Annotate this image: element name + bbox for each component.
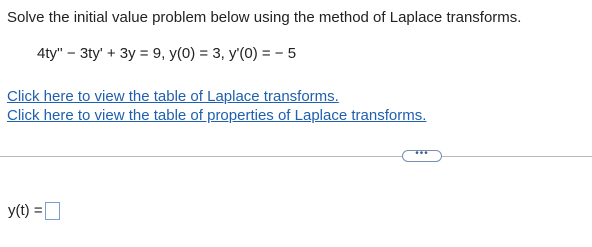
- answer-row: [8, 202, 60, 220]
- laplace-table-link[interactable]: Click here to view the table of Laplace transforms.: [7, 88, 339, 105]
- reference-links: [7, 87, 426, 125]
- section-divider: [0, 156, 592, 157]
- laplace-properties-link[interactable]: Click here to view the table of properties of Laplace transforms.: [7, 107, 427, 124]
- expand-more-button[interactable]: [402, 150, 442, 162]
- answer-input[interactable]: [45, 202, 60, 220]
- ellipsis-icon: •••: [415, 148, 429, 159]
- problem-equation: 4ty'' − 3ty' + 3y = 9, y(0) = 3, y'(0) = − 5: [37, 45, 297, 62]
- answer-label: y(t) =: [8, 202, 43, 219]
- problem-prompt: Solve the initial value problem below using the method of Laplace transforms.: [7, 9, 522, 26]
